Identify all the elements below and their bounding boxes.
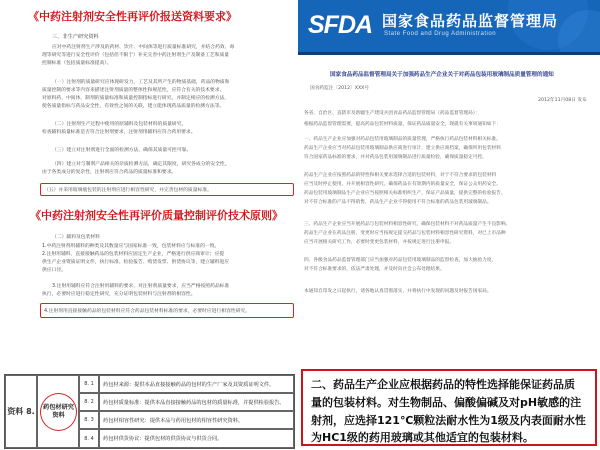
packaging-data-table: [4, 374, 295, 449]
highlight-box-compatibility: [40, 303, 294, 318]
sfda-english-name: State Food and Drug Administration: [384, 31, 497, 37]
text-line: （三）建立对注射剂进行全面的检测方法，确保其质量可控可靠。: [52, 148, 192, 153]
text-line: 四、各级食品药品监督管理部门应当加强对药品包装用玻璃制品的监督检查，加大抽验力度，: [304, 258, 497, 263]
text-line: 使各质量指标与药品安全性、有效性之间的关联，建立能体现药品质量的检测方法等。: [42, 104, 225, 109]
text-line: 应当开展相关研究工作，必要时变更包装材料，并按规定进行注册申报。: [304, 240, 455, 245]
sfda-header-banner: [298, 0, 600, 52]
sfda-chinese-name: 国家食品药品监督管理局: [382, 12, 559, 30]
category-circle-highlight: 药包材研究资料: [40, 393, 77, 431]
highlight-text: 4.注射剂用直接接触药品的包装材料应符合药品包装材料标准的要求，必要时应进行相容性研究。: [44, 309, 251, 314]
text-line: 符合国家药品标准的要求，并对药品包装用玻璃制品进行质量检验，确保质量稳定可控。: [304, 155, 487, 160]
text-line: 理等研究等进行安全性评价（包括但不限于）补充完善中药注射剂生产及制备工艺和质量: [42, 53, 230, 58]
table-row-text: 药包材质量标准：提供本品直接接触药品的包材的质量标准，并提供检验报告。: [99, 393, 294, 411]
text-line: 药品生产企业应当对药品包装用玻璃制品供应商进行审计，建立供应商档案，确保所用包装材料: [304, 146, 501, 151]
highlight-box-packaging: [40, 183, 294, 196]
text-line: 质量控制的要求等内容来描述注射剂质量的整体性和规范性，应符合有关的技术要求，: [42, 88, 225, 93]
table-row-text: 药包材来源：提供本品直接接触药品的包材的生产厂家及其资质证明文件。: [99, 375, 294, 393]
text-line: 各省、自治区、直辖市及新疆生产建设兵团食品药品监督管理局（药品监督管理局）：: [304, 111, 480, 116]
text-line: （四）建立对与制剂产品相关的杂质检测方法，确定其限度，研究各成分的安全性。: [52, 162, 230, 167]
doc-title-1: 《中药注射剂安全性再评价报送资料要求》: [28, 10, 237, 23]
left-document: [0, 0, 296, 450]
table-row-number: 8. 1: [79, 375, 99, 393]
text-line: 应对中药注射剂生产涉及的药材、饮片、中间体等进行质量标准研究，并结合药效、毒: [52, 45, 235, 50]
doc-title-2: 《中药注射剂安全性再评价质量控制评价技术原则》: [30, 209, 283, 222]
sfda-logo: SFDA: [308, 11, 373, 39]
callout-line: 量的包装材料。对生物制品、偏酸偏碱及对pH敏感的注: [311, 396, 582, 409]
text-line: （二）注射剂生产过程中使用的原辅料及包装材料的质量研究，: [52, 122, 187, 127]
text-line: 对不符合标准的产品不得销售，药品生产企业不得使用不符合标准的药品包装用玻璃制品。: [304, 200, 492, 205]
text-line: 执行，必要时应进行稳定性研究，充分证明包装材料与注射剂的相容性。: [42, 292, 196, 297]
section-heading: 三、非生产研究资料: [52, 34, 99, 40]
notice-body: [304, 110, 596, 365]
text-line: 药品生产企业应按照药品的特性和相关要求选择合适的包装材料，对于不符合要求的包装材料: [304, 173, 497, 178]
table-row-number: 8. 2: [79, 393, 99, 411]
text-line: （二）辅料及包装材料: [52, 235, 100, 240]
text-line: 对不符合标准要求的，依法严肃处理，并及时向社会公布处理结果。: [304, 267, 445, 272]
table-category-cell: [37, 375, 79, 448]
text-line: 由于各类成分的复杂性，注射剂应符合药品的质量标准和要求。: [42, 170, 177, 175]
text-line: 三、药品生产企业应当开展药品与包装材料相容性研究，确保包装材料不对药品质量产生不良影响。: [304, 222, 511, 227]
text-line: 供生产企业资质证明文件，执行标准、检验报告、购货发票、供货协议等，建立辅料进应: [42, 260, 230, 265]
table-row-number: 8. 3: [79, 411, 99, 429]
table-label-cell: 资料 8.: [5, 375, 37, 448]
banner-stripe: [298, 52, 600, 55]
notice-title: 国家食品药品监督管理局关于加强药品生产企业关于对药品包装用玻璃制品质量管理的通知: [330, 72, 554, 78]
table-row-text: 药包材供货协议：提供包材的供货协议与供货合同。: [99, 429, 294, 448]
text-line: 根据药品监督管理需要，提高药品包装材料质量，保证药品质量安全，现就有关事项通知如下：: [304, 122, 501, 127]
callout-line: 为HC1级的药用玻璃或其他适宜的包装材料。: [311, 431, 534, 444]
text-line: 供应口径。: [42, 268, 66, 273]
text-line: 1.中药注射剂用辅料的种类及其数量应与国家标准一致，包装材料应与标准的一致。: [42, 244, 220, 249]
text-line: 2.注射用辅料、直接接触药品的包装材料应固定生产企业，严格进行供应商审计；应提: [42, 252, 225, 257]
table-row-text: 药包材相容性研究：提供本品与药用包材的相容性研究资料。: [99, 411, 294, 429]
callout-line: 射剂，应选择121℃颗粒法耐水性为1级及内表面耐水性: [311, 414, 586, 427]
doc-number: 国食药监注〔2012〕XXX号: [310, 86, 370, 91]
highlight-text: （五）并采用玻璃瓶包装的注射剂应进行相容性研究，并完善包材的质量标准。: [44, 188, 212, 193]
publish-date: 2012年11月08日 发布: [538, 98, 587, 103]
text-line: （一）注射剂的质量研究应体现研发力，工艺及其所产生的物质基础，药品的物质和: [52, 80, 230, 85]
text-line: 对原料药、中间体、制剂的质量标准和质量控制指标进行研究，并制定相应的检测方法，: [42, 96, 230, 101]
text-line: 应当及时停止使用，并开展相容性研究。确保药品在有效期内的质量安全，保证公众用药安全。: [304, 182, 501, 187]
text-line: 控制标准（包括质量标准提高）。: [42, 61, 112, 66]
text-line: 药品生产企业在药品注册、变更时应当按规定提交药品与包装材料相容性研究资料，对已上市品种: [304, 231, 506, 236]
highlighted-callout: [301, 369, 597, 446]
callout-line: 二、药品生产企业应根据药品的特性选择能保证药品质: [311, 378, 575, 391]
text-line: 检查辅料质量标准是否符合注射剂要求，注射剂用辅料应符合药用要求。: [42, 130, 196, 135]
text-line: 药品包装用玻璃制品生产企业应当按照相关标准组织生产，保证产品质量，提供完整的检验报告。: [304, 191, 506, 196]
table-row-number: 8. 4: [79, 429, 99, 448]
text-line: 3.注射用辅料应符合注射用辅料的要求，对注射剂质量要求，应当严格按照药品标准: [52, 284, 230, 289]
text-line: 一、药品生产企业应加强对药品包装用玻璃制品的质量管理，严格执行药品包装材料相关标准。: [304, 137, 501, 142]
text-line: 本通知自印发之日起执行，请各地认真贯彻落实，并将执行中发现的问题及时报告国家局。: [304, 289, 492, 294]
